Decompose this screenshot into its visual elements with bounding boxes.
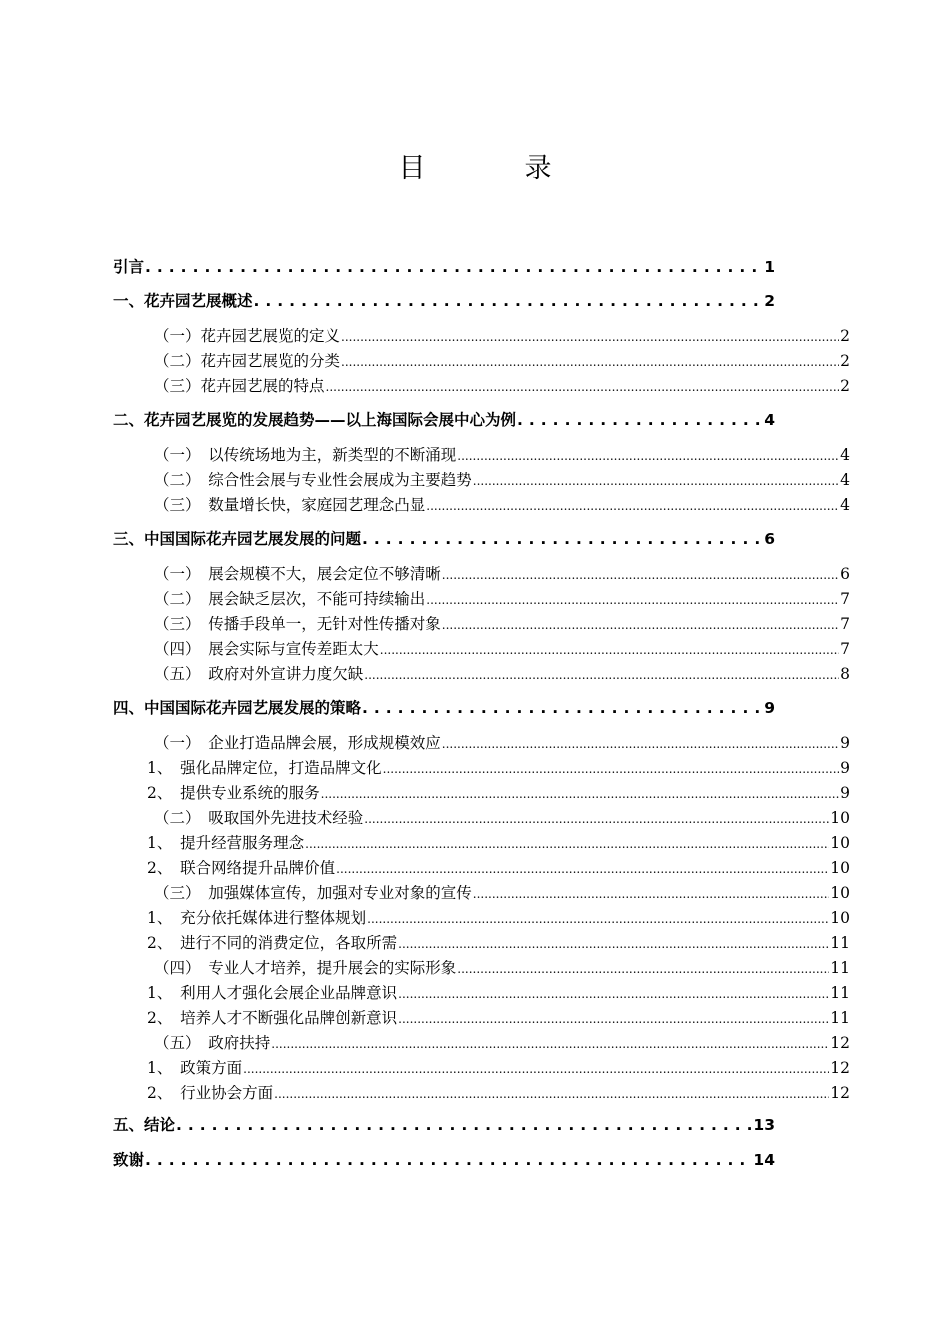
toc-entry[interactable] bbox=[154, 806, 850, 828]
toc-entry-label: 二、花卉园艺展览的发展趋势——以上海国际会展中心为例 bbox=[113, 411, 517, 429]
toc-dot-leader bbox=[383, 762, 840, 776]
toc-entry[interactable] bbox=[147, 781, 850, 803]
toc-entry[interactable] bbox=[147, 1056, 850, 1078]
toc-entry[interactable] bbox=[154, 443, 850, 465]
toc-dot-leader bbox=[367, 912, 829, 926]
toc-entry-label: 2、 提供专业系统的服务 bbox=[147, 784, 320, 802]
toc-entry-page-number: 10 bbox=[830, 909, 850, 927]
toc-entry[interactable] bbox=[154, 587, 850, 609]
toc-entry-page-number: 11 bbox=[830, 984, 850, 1002]
toc-entry-label: （二） 综合性会展与专业性会展成为主要趋势 bbox=[154, 471, 472, 489]
toc-entry-label: （五） 政府扶持 bbox=[154, 1034, 271, 1052]
toc-entry-page-number: 10 bbox=[830, 859, 850, 877]
toc-entry[interactable] bbox=[154, 468, 850, 490]
toc-dot-leader bbox=[457, 962, 829, 976]
toc-dot-leader bbox=[517, 411, 763, 429]
toc-entry[interactable] bbox=[154, 562, 850, 584]
toc-entry[interactable] bbox=[154, 612, 850, 634]
toc-dot-leader bbox=[176, 1116, 752, 1134]
toc-entry[interactable] bbox=[147, 931, 850, 953]
toc-dot-leader bbox=[426, 593, 839, 607]
toc-entry-label: （二）花卉园艺展览的分类 bbox=[154, 352, 341, 370]
toc-dot-leader bbox=[442, 618, 839, 632]
toc-entry-page-number: 7 bbox=[840, 590, 850, 608]
toc-entry[interactable] bbox=[147, 906, 850, 928]
toc-entry-page-number: 12 bbox=[830, 1059, 850, 1077]
toc-dot-leader bbox=[243, 1062, 829, 1076]
toc-entry[interactable] bbox=[147, 981, 850, 1003]
toc-entry[interactable] bbox=[147, 1081, 850, 1103]
toc-entry[interactable] bbox=[154, 493, 850, 515]
toc-dot-leader bbox=[426, 499, 839, 513]
toc-entry-page-number: 7 bbox=[840, 615, 850, 633]
toc-entry-label: 1、 政策方面 bbox=[147, 1059, 243, 1077]
toc-entry-page-number: 4 bbox=[840, 471, 850, 489]
toc-entry-label: （三） 数量增长快，家庭园艺理念凸显 bbox=[154, 496, 426, 514]
toc-entry-page-number: 12 bbox=[830, 1084, 850, 1102]
toc-entry-page-number: 1 bbox=[764, 258, 775, 276]
toc-entry-label: 2、 行业协会方面 bbox=[147, 1084, 274, 1102]
toc-entry-page-number: 2 bbox=[840, 352, 850, 370]
toc-entry-page-number: 10 bbox=[830, 809, 850, 827]
toc-entry-page-number: 4 bbox=[840, 496, 850, 514]
toc-dot-leader bbox=[380, 643, 839, 657]
toc-entry-page-number: 13 bbox=[753, 1116, 775, 1134]
toc-entry-page-number: 9 bbox=[840, 734, 850, 752]
toc-entry-label: 三、中国国际花卉园艺展发展的问题 bbox=[113, 530, 362, 548]
toc-entry-label: （一） 企业打造品牌会展，形成规模效应 bbox=[154, 734, 441, 752]
toc-entry-label: （三） 传播手段单一，无针对性传播对象 bbox=[154, 615, 441, 633]
toc-entry[interactable] bbox=[113, 1113, 775, 1135]
toc-entry-label: 2、 进行不同的消费定位，各取所需 bbox=[147, 934, 398, 952]
toc-entry[interactable] bbox=[113, 696, 775, 718]
toc-entry-label: （四） 专业人才培养，提升展会的实际形象 bbox=[154, 959, 457, 977]
toc-dot-leader bbox=[442, 568, 839, 582]
toc-entry-page-number: 4 bbox=[840, 446, 850, 464]
toc-dot-leader bbox=[305, 837, 829, 851]
toc-dot-leader bbox=[364, 812, 829, 826]
toc-entry-label: 2、 培养人才不断强化品牌创新意识 bbox=[147, 1009, 398, 1027]
toc-entry[interactable] bbox=[113, 1148, 775, 1170]
toc-entry[interactable] bbox=[154, 349, 850, 371]
toc-entry-page-number: 9 bbox=[764, 699, 775, 717]
toc-dot-leader bbox=[145, 1151, 752, 1169]
toc-entry-label: 一、花卉园艺展概述 bbox=[113, 292, 253, 310]
toc-dot-leader bbox=[321, 787, 840, 801]
toc-entry-page-number: 6 bbox=[840, 565, 850, 583]
toc-entry-page-number: 12 bbox=[830, 1034, 850, 1052]
page-title: 目 录 bbox=[398, 153, 588, 184]
toc-entry-page-number: 7 bbox=[840, 640, 850, 658]
toc-entry-page-number: 14 bbox=[753, 1151, 775, 1169]
toc-dot-leader bbox=[341, 330, 839, 344]
toc-dot-leader bbox=[398, 987, 829, 1001]
toc-entry-label: （三） 加强媒体宣传，加强对专业对象的宣传 bbox=[154, 884, 472, 902]
toc-entry-label: 1、 充分依托媒体进行整体规划 bbox=[147, 909, 367, 927]
toc-dot-leader bbox=[457, 449, 839, 463]
toc-entry-label: 五、结论 bbox=[113, 1116, 176, 1134]
toc-entry-page-number: 10 bbox=[830, 884, 850, 902]
toc-entry[interactable] bbox=[154, 881, 850, 903]
toc-dot-leader bbox=[364, 668, 839, 682]
toc-entry-page-number: 11 bbox=[830, 959, 850, 977]
toc-entry[interactable] bbox=[154, 1031, 850, 1053]
toc-dot-leader bbox=[473, 887, 830, 901]
toc-entry-page-number: 9 bbox=[840, 759, 850, 777]
toc-entry-page-number: 4 bbox=[764, 411, 775, 429]
toc-dot-leader bbox=[341, 355, 839, 369]
toc-dot-leader bbox=[274, 1087, 829, 1101]
toc-entry-page-number: 8 bbox=[840, 665, 850, 683]
toc-dot-leader bbox=[398, 1012, 829, 1026]
toc-entry-label: （五） 政府对外宣讲力度欠缺 bbox=[154, 665, 364, 683]
toc-entry[interactable] bbox=[147, 756, 850, 778]
toc-entry-label: （四） 展会实际与宣传差距太大 bbox=[154, 640, 379, 658]
toc-entry-page-number: 11 bbox=[830, 934, 850, 952]
toc-dot-leader bbox=[271, 1037, 829, 1051]
toc-entry[interactable] bbox=[154, 637, 850, 659]
toc-dot-leader bbox=[326, 380, 840, 394]
toc-entry-label: （三）花卉园艺展的特点 bbox=[154, 377, 325, 395]
toc-entry-label: 1、 提升经营服务理念 bbox=[147, 834, 305, 852]
toc-entry-label: 四、中国国际花卉园艺展发展的策略 bbox=[113, 699, 362, 717]
toc-entry-page-number: 2 bbox=[840, 377, 850, 395]
toc-entry[interactable] bbox=[154, 731, 850, 753]
toc-entry-label: 2、 联合网络提升品牌价值 bbox=[147, 859, 336, 877]
toc-dot-leader bbox=[473, 474, 839, 488]
toc-entry-label: （二） 吸取国外先进技术经验 bbox=[154, 809, 364, 827]
toc-entry-label: （一）花卉园艺展览的定义 bbox=[154, 327, 341, 345]
toc-entry[interactable] bbox=[113, 255, 775, 277]
toc-entry-page-number: 2 bbox=[764, 292, 775, 310]
toc-entry-label: （一） 展会规模不大，展会定位不够清晰 bbox=[154, 565, 441, 583]
toc-entry[interactable] bbox=[154, 374, 850, 396]
toc-entry[interactable] bbox=[113, 527, 775, 549]
toc-dot-leader bbox=[442, 737, 839, 751]
toc-entry[interactable] bbox=[113, 408, 775, 430]
toc-entry[interactable] bbox=[154, 324, 850, 346]
toc-entry-page-number: 2 bbox=[840, 327, 850, 345]
toc-entry[interactable] bbox=[147, 831, 850, 853]
toc-entry-page-number: 10 bbox=[830, 834, 850, 852]
toc-entry[interactable] bbox=[147, 856, 850, 878]
toc-dot-leader bbox=[362, 530, 763, 548]
toc-entry-label: （二） 展会缺乏层次，不能可持续输出 bbox=[154, 590, 426, 608]
toc-entry-page-number: 11 bbox=[830, 1009, 850, 1027]
toc-entry-label: （一） 以传统场地为主，新类型的不断涌现 bbox=[154, 446, 457, 464]
toc-entry-label: 致谢 bbox=[113, 1151, 145, 1169]
toc-entry[interactable] bbox=[154, 956, 850, 978]
toc-entry-label: 1、 强化品牌定位，打造品牌文化 bbox=[147, 759, 382, 777]
toc-entry-label: 引言 bbox=[113, 258, 145, 276]
toc-entry[interactable] bbox=[113, 289, 775, 311]
toc-dot-leader bbox=[362, 699, 763, 717]
toc-dot-leader bbox=[254, 292, 764, 310]
toc-entry[interactable] bbox=[154, 662, 850, 684]
toc-entry-page-number: 6 bbox=[764, 530, 775, 548]
toc-entry-page-number: 9 bbox=[840, 784, 850, 802]
toc-dot-leader bbox=[398, 937, 829, 951]
toc-dot-leader bbox=[336, 862, 829, 876]
toc-entry[interactable] bbox=[147, 1006, 850, 1028]
toc-entry-label: 1、 利用人才强化会展企业品牌意识 bbox=[147, 984, 398, 1002]
toc-dot-leader bbox=[145, 258, 763, 276]
